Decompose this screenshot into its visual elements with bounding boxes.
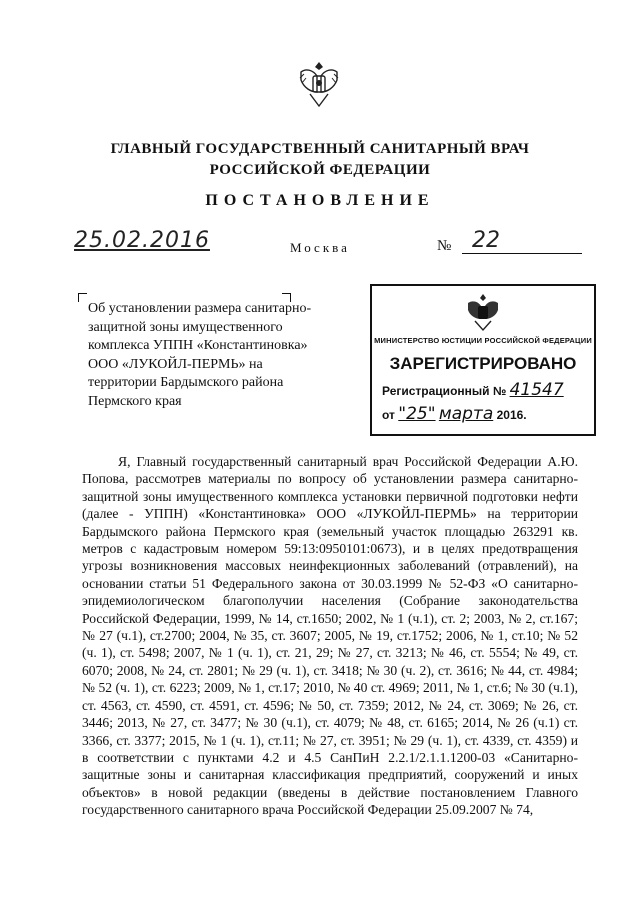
stamp-ministry: МИНИСТЕРСТВО ЮСТИЦИИ РОССИЙСКОЙ ФЕДЕРАЦИИ xyxy=(374,336,592,345)
body-paragraph: Я, Главный государственный санитарный врач Российской Федерации А.Ю. Попова, рассмотрев материалы по вопросу об установлении размера санитарно-защитной зоны имущественного комплекса установки первичной подготовки нефти (далее - УППН) «Константиновка» ООО «ЛУКОЙЛ-ПЕРМЬ» на территории Бардымского района Пермского края (земельный участок площадью 263291 кв. метров с кадастровым номером 59:13:0950101:0673), и в целях предотвращения угрозы возникновения массовых неинфекционных заболеваний (отравлений), на основании статьи 51 Федерального закона от 30.03.1999 № 52-ФЗ «О санитарно-эпидемиологическом благополучии населения (Собрание законодательства Российской Федерации, 1999, № 14, ст.1650; 2002, № 1 (ч.1), ст. 2; 2003, № 2, ст.167; № 27 (ч.1), ст.2700; 2004, № 35, ст. 3607; 2005, № 19, ст.1752; 2006, № 1, ст.10; № 52 (ч. 1), ст. 5498; 2007, № 1 (ч. 1), ст. 21, 29; № 27, ст. 3213; № 46, ст. 5554; № 49, ст. 6070; 2008, № 24, ст. 2801; № 29 (ч. 1), ст. 3418; № 30 (ч. 2), ст. 3616; № 44, ст. 4984; № 52 (ч. 1), ст. 6223; 2009, № 1, ст.17; 2010, № 40 ст. 4969; 2011, № 1, ст.6; № 30 (ч.1), ст. 4563, ст. 4590, ст. 4591, ст. 4596; № 50, ст. 7359; 2012, № 24, ст. 3069; № 26, ст. 3446; 2013, № 27, ст. 3477; № 30 (ч.1), ст. 4079; № 48, ст. 6165; 2014, № 26 (ч.1) ст. 3366, ст. 3377; 2015, № 1 (ч. 1), ст.11; № 27, ст. 3951; № 29 (ч. 1), ст. 4339, ст. 4359) и в соответствии с пунктами 4.2 и 4.5 СанПиН 2.2.1/2.1.1.1200-03 «Санитарно-защитные зоны и санитарная классификация предприятий, сооружений и иных объектов» в новой редакции (введены в действие постановлением Главного государственного санитарного врача Российской Федерации 25.09.2007 № 74, xyxy=(82,454,578,818)
document-city: Москва xyxy=(290,240,350,255)
coat-of-arms-emblem xyxy=(296,58,342,110)
stamp-reg-label: Регистрационный № xyxy=(382,384,507,398)
issuer-title-line1: ГЛАВНЫЙ ГОСУДАРСТВЕННЫЙ САНИТАРНЫЙ ВРАЧ xyxy=(110,141,530,157)
document-date: 25.02.2016 xyxy=(74,228,210,253)
document-subject: Об установлении размера санитарно-защитной зоны имущественного комплекса УППН «Константиновка» ООО «ЛУКОЙЛ-ПЕРМЬ» на территории Бардымского района Пермского края xyxy=(88,301,312,409)
stamp-date-year: 2016. xyxy=(496,408,527,422)
document-body xyxy=(82,453,578,819)
registration-stamp xyxy=(370,284,596,436)
issuer-title-line2: РОССИЙСКОЙ ФЕДЕРАЦИИ xyxy=(209,162,431,178)
subject-bracket-left xyxy=(78,293,87,302)
document-number: 22 xyxy=(462,228,582,254)
document-number-label: № xyxy=(437,238,452,254)
stamp-date-row xyxy=(382,404,527,424)
stamp-date-prefix: от xyxy=(382,408,395,422)
stamp-date-month: марта xyxy=(438,404,494,424)
document-type: ПОСТАНОВЛЕНИЕ xyxy=(205,192,435,209)
stamp-reg-number: 41547 xyxy=(509,380,564,400)
stamp-emblem-icon xyxy=(464,292,502,332)
stamp-reg-row xyxy=(382,380,564,400)
stamp-status: ЗАРЕГИСТРИРОВАНО xyxy=(389,354,577,373)
stamp-date-day: "25" xyxy=(398,404,436,424)
